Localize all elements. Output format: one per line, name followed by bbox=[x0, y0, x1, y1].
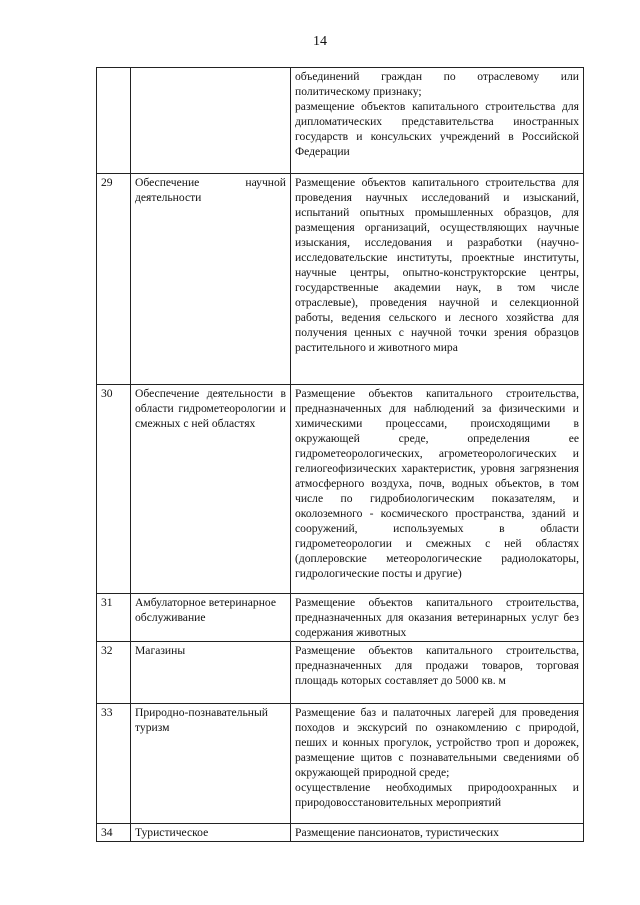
row-number: 33 bbox=[97, 704, 131, 824]
land-use-table bbox=[96, 67, 584, 842]
description-paragraph: Размещение объектов капитального строительства для проведения научных исследований и изысканий, испытаний опытных промышленных образцов, для размещения организаций, осуществляющих научные изыскания, исследования и разработки (научно-исследовательские институты, проектные институты, научные центры, опытно-конструкторские центры, государственные академии наук, в том числе отраслевые), проведения научной и селекционной работы, ведения сельского и лесного хозяйства для получения ценных с научной точки зрения образцов растительного и животного мира bbox=[295, 176, 579, 354]
table-row bbox=[97, 704, 584, 824]
row-name: Природно-познавательный туризм bbox=[131, 704, 291, 824]
description-paragraph: Размещение объектов капитального строительства, предназначенных для наблюдений за физическими и химическими процессами, происходящими в окружающей среде, определения ее гидрометеорологических, агрометеорологических и гелиогеофизических характеристик, уровня загрязнения атмосферного воздуха, почв, водных объектов, в том числе по гидробиологическим показателям, и околоземного - космического пространства, зданий и сооружений, используемых в области гидрометеорологии и смежных с ней областях (доплеровские метеорологические радиолокаторы, гидрологические посты и другие) bbox=[295, 387, 579, 580]
table-row bbox=[97, 824, 584, 842]
row-name: Обеспечение деятельности в области гидрометеорологии и смежных с ней областях bbox=[131, 385, 291, 594]
row-description bbox=[291, 824, 584, 842]
table-row bbox=[97, 385, 584, 594]
description-paragraph: объединений граждан по отраслевому или политическому признаку; bbox=[295, 70, 579, 98]
row-number: 31 bbox=[97, 594, 131, 642]
table-row bbox=[97, 174, 584, 385]
row-name: Магазины bbox=[131, 642, 291, 704]
row-name: Амбулаторное ветеринарное обслуживание bbox=[131, 594, 291, 642]
row-description bbox=[291, 704, 584, 824]
row-description bbox=[291, 594, 584, 642]
row-number: 30 bbox=[97, 385, 131, 594]
description-paragraph: осуществление необходимых природоохранных и природовосстановительных мероприятий bbox=[295, 781, 579, 809]
description-paragraph: Размещение баз и палаточных лагерей для проведения походов и экскурсий по ознакомлению с природой, пеших и конных прогулок, устройство троп и дорожек, размещение щитов с познавательными сведениями об окружающей природной среде; bbox=[295, 706, 579, 779]
row-description bbox=[291, 68, 584, 174]
page-number: 14 bbox=[313, 34, 327, 49]
description-paragraph: Размещение объектов капитального строительства, предназначенных для оказания ветеринарных услуг без содержания животных bbox=[295, 596, 579, 639]
description-paragraph: размещение объектов капитального строительства для дипломатических представительства иностранных государств и консульских учреждений в Российской Федерации bbox=[295, 100, 579, 158]
row-name: Обеспечение научной деятельности bbox=[131, 174, 291, 385]
table-row bbox=[97, 642, 584, 704]
row-number: 32 bbox=[97, 642, 131, 704]
row-description bbox=[291, 642, 584, 704]
row-number: 29 bbox=[97, 174, 131, 385]
description-paragraph: Размещение пансионатов, туристических bbox=[295, 826, 499, 839]
description-paragraph: Размещение объектов капитального строительства, предназначенных для продажи товаров, торговая площадь которых составляет до 5000 кв. м bbox=[295, 644, 579, 687]
row-name bbox=[131, 68, 291, 174]
row-description bbox=[291, 174, 584, 385]
row-description bbox=[291, 385, 584, 594]
row-number: 34 bbox=[97, 824, 131, 842]
table-row bbox=[97, 594, 584, 642]
table-row bbox=[97, 68, 584, 174]
row-number bbox=[97, 68, 131, 174]
row-name: Туристическое bbox=[131, 824, 291, 842]
